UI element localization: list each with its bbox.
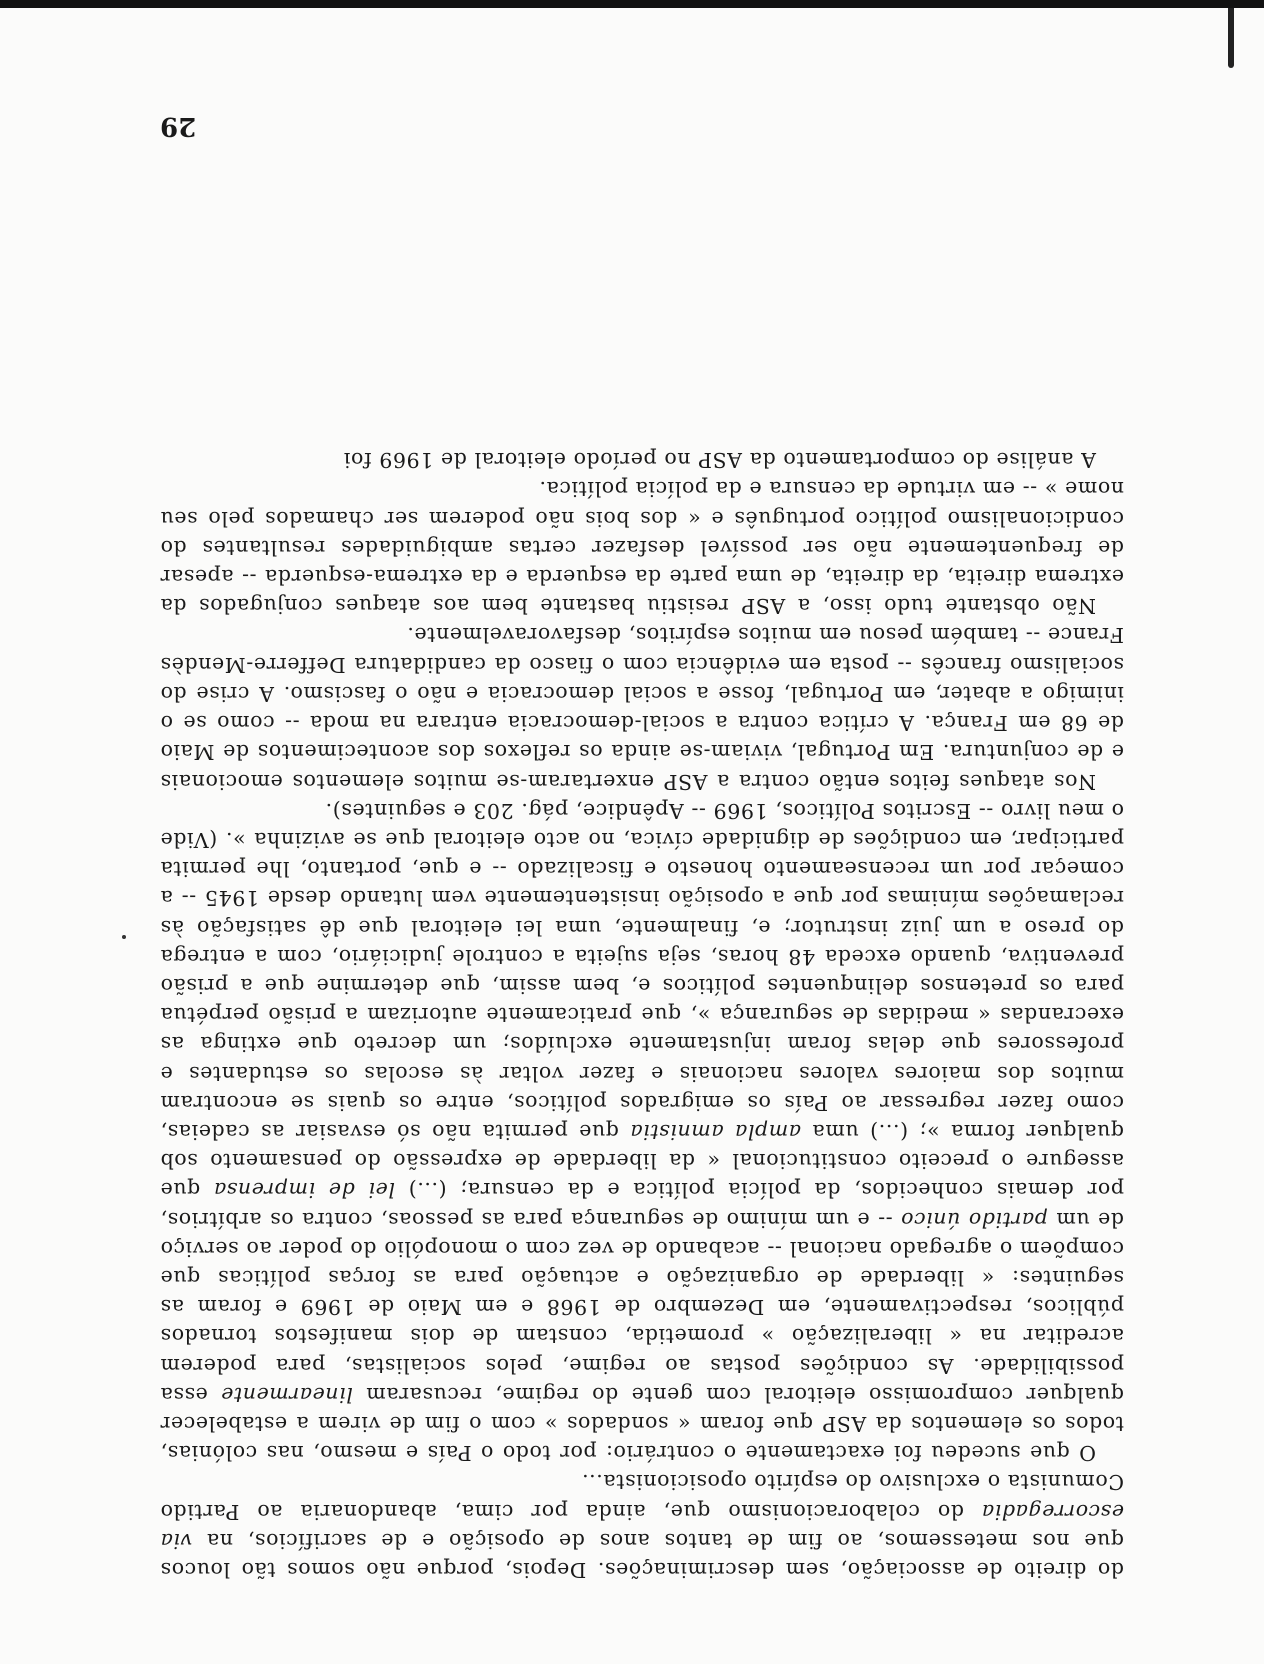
paragraph bbox=[160, 796, 1124, 1468]
text-run: -- e um mínimo de segurança para as pessoas, contra os arbítrios, por demais conhecidos, da polícia política e da censura; (...) bbox=[160, 1178, 1124, 1232]
italic-phrase: ampla amnistia bbox=[629, 1119, 802, 1144]
paragraph bbox=[160, 445, 1124, 474]
text-run: do direito de associação, sem descriminações. Depois, porque não somos tão loucos que nos metessemos, ao fim de tantos anos de oposição e de sacrifícios, na bbox=[160, 1528, 1124, 1582]
italic-phrase: via escorregadia bbox=[160, 1499, 1124, 1553]
italic-phrase: lei de imprensa bbox=[213, 1178, 395, 1203]
body-text bbox=[160, 445, 1124, 1584]
text-run: que permita não só esvasiar as cadeias, como fazer regressar ao País os emigrados políticos, entre os quais se encontram muitos dos maiores valores nacionais e fazer voltar às escolas os estudantes e professores que delas foram injustamente excluídos; um decreto que extinga as execrandas « medidas de segurança », que praticamente autorizam a prisão perpétua para os pretensos delinquentes políticos e, bem assim, que determine que a prisão preventiva, quando exceda 48 horas, seja sujeita a controle judiciário, com a entrega do preso a um juiz instrutor; e, finalmente, uma lei eleitoral que dê satisfação às reclamações mínimas por que a oposição insistentemente vem lutando desde 1945 -- a começar por um recenseamento honesto e fiscalizado -- e que, portanto, lhe permita participar, em condições de dignidade cívica, no acto eleitoral que se avizinha ». (Vide o meu livro -- Escritos Políticos, 1969 -- Apêndice, pág. 203 e seguintes). bbox=[159, 798, 1124, 1144]
text-run: do colaboracionismo que, ainda por cima, abandonaria ao Partido Comunista o exclusivo do espírito oposicionista... bbox=[160, 1470, 1124, 1524]
paragraph-continuation bbox=[160, 1467, 1124, 1584]
italic-phrase: linearmente bbox=[220, 1382, 353, 1407]
text-run: que assegure o preceito constitucional « da liberdade de expressão do pensamento sob qualquer forma »; (...) uma bbox=[159, 1119, 1124, 1203]
paragraph bbox=[160, 620, 1124, 795]
text-run: Nos ataques feitos então contra a ASP enxertaram-se muitos elementos emocionais e de conjuntura. Em Portugal, viviam-se ainda os reflexos dos acontecimentos de Maio de 68 em França. A crítica contra a social-democracia entrara na moda -- como se o inimigo a abater, em Portugal, fosse a social democracia e não o fascismo. A crise do socialismo francês -- posta em evidência com o fiasco da candidatura Defferre-Mendès France -- também pesou em muitos espíritos, desfavoravelmente. bbox=[160, 623, 1124, 794]
text-run: Não obstante tudo isso, a ASP resistiu bastante bem aos ataques conjugados da extrema direita, da direita, de uma parte da esquerda e da extrema-esquerda -- apesar de frequentemente não ser possível desfazer certas ambiguidades resultantes do condicionalismo político português e « dos bois não poderem ser chamados pelo seu nome » -- em virtude da censura e da polícia política. bbox=[160, 477, 1124, 619]
text-run: O que sucedeu foi exactamente o contrário: por todo o País e mesmo, nas colónias, todos os elementos da ASP que foram « sondados » com o fim de virem a estabelecer qualquer compromisso eleitoral com gente do regime, recusaram bbox=[160, 1382, 1124, 1466]
text-run: essa possibilidade. As condições postas ao regime, pelos socialistas, para poderem acreditar na « liberalização » prometida, constam de dois manifestos tornados públicos, respectivamente, em Dezembro de 1968 e em Maio de 1969 e foram as seguintes: « liberdade de organização e actuação para as forças políticas que compõem o agregado nacional -- acabando de vez com o monopólio do poder ao serviço de um bbox=[160, 1207, 1124, 1407]
italic-phrase: partido único bbox=[900, 1207, 1048, 1232]
paragraph bbox=[160, 474, 1124, 620]
text-run: A análise do comportamento da ASP no período eleitoral de 1969 foi bbox=[343, 448, 1096, 473]
page-number: 29 bbox=[160, 111, 197, 141]
